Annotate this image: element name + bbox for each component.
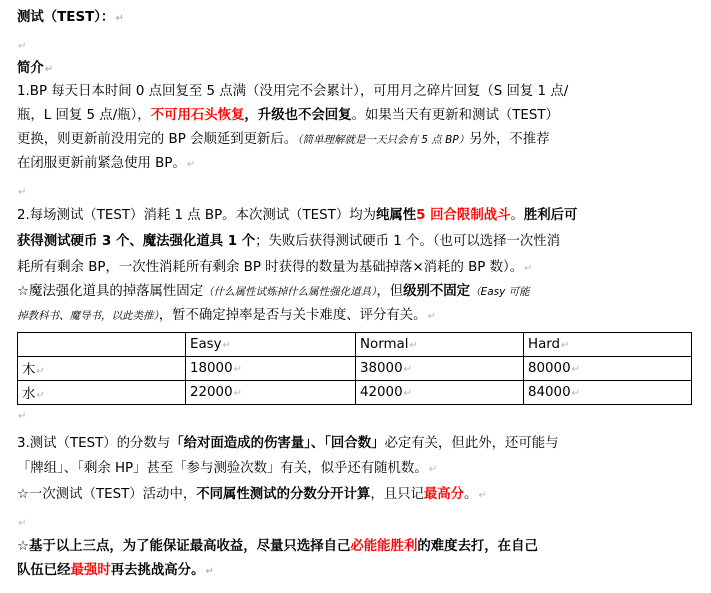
p2-line-5 bbox=[17, 306, 436, 327]
p3-line-2 bbox=[17, 459, 437, 480]
table-cell bbox=[18, 357, 186, 381]
p2-text: ，暂不确定掉率是否与关卡难度、评分有关。 bbox=[158, 308, 427, 323]
intro-heading-text: 简介 bbox=[17, 61, 44, 76]
paragraph-mark-icon: ↵ bbox=[115, 13, 124, 24]
p3-text: ☆一次测试（TEST）活动中， bbox=[17, 487, 197, 502]
p1-line-4 bbox=[17, 154, 195, 175]
p2-line-2 bbox=[17, 232, 560, 252]
p4-text: 队伍已经 bbox=[17, 563, 71, 578]
p2-highlight-bold: 纯属性 bbox=[376, 208, 417, 223]
cell-mark-icon: ↵ bbox=[409, 340, 418, 351]
p4-text: 的难度去打，在自己 bbox=[417, 539, 538, 554]
p1-line-2 bbox=[17, 106, 559, 126]
table-cell bbox=[356, 357, 524, 381]
table-row bbox=[18, 381, 692, 405]
p3-text: ，且只记 bbox=[370, 487, 424, 502]
p2-highlight-red: 5 回合限制战斗 bbox=[416, 208, 511, 223]
cell-text: 22000 bbox=[190, 385, 233, 400]
paragraph-mark-icon: ↵ bbox=[478, 490, 487, 501]
cell-mark-icon: ↵ bbox=[561, 340, 570, 351]
paragraph-mark-icon: ↵ bbox=[427, 311, 436, 322]
p1-text: 另外，不推荐 bbox=[469, 132, 550, 147]
cell-text: 80000 bbox=[528, 361, 571, 376]
p2-line-3 bbox=[17, 258, 532, 279]
p2-text: ，但 bbox=[376, 284, 404, 299]
p3-text: 「牌组」、「剩余 HP」甚至「参与测验次数」有关，似乎还有随机数。 bbox=[17, 461, 428, 476]
table-header-row bbox=[18, 333, 692, 357]
cell-mark-icon: ↵ bbox=[233, 364, 242, 375]
p1-note-italic: （简单理解就是一天只会有 5 点 BP） bbox=[297, 134, 470, 146]
empty-line bbox=[17, 406, 26, 427]
doc-title bbox=[17, 8, 124, 29]
paragraph-mark-icon: ↵ bbox=[186, 159, 196, 170]
cell-text: 木 bbox=[22, 363, 36, 378]
paragraph-mark-icon: ↵ bbox=[18, 41, 27, 52]
cell-text: 18000 bbox=[190, 361, 233, 376]
p4-highlight-red: 必能能胜利 bbox=[350, 539, 418, 554]
cell-mark-icon: ↵ bbox=[222, 340, 231, 351]
p2-note-italic: 掉教科书、魔导书，以此类推） bbox=[17, 310, 159, 322]
paragraph-mark-icon: ↵ bbox=[18, 411, 27, 422]
table-cell bbox=[18, 381, 186, 405]
p1-text: 更换，则更新前没用完的 BP 会顺延到更新后。 bbox=[17, 132, 298, 147]
doc-title-text: 测试（TEST）： bbox=[17, 10, 115, 25]
p2-highlight-bold: 胜利后可 bbox=[523, 208, 578, 223]
cell-mark-icon: ↵ bbox=[571, 388, 580, 399]
cell-text: 42000 bbox=[360, 385, 403, 400]
table-cell bbox=[356, 381, 524, 405]
empty-line bbox=[17, 513, 26, 534]
cell-text: 水 bbox=[22, 387, 36, 402]
p2-note-italic: （Easy 可能 bbox=[470, 286, 530, 298]
p3-highlight-red: 最高分 bbox=[423, 487, 465, 502]
table-header-cell bbox=[356, 333, 524, 357]
paragraph-mark-icon: ↵ bbox=[18, 187, 27, 198]
p4-line-1 bbox=[17, 537, 538, 557]
table-row bbox=[18, 357, 692, 381]
p4-text: 再去挑战高分。 bbox=[110, 563, 205, 578]
p3-text: 。 bbox=[464, 487, 478, 502]
p4-text: ☆基于以上三点，为了能保证最高收益，尽量只选择自己 bbox=[17, 539, 351, 554]
p4-line-2 bbox=[17, 561, 214, 582]
p2-text: 2.每场测试（TEST）消耗 1 点 BP。本次测试（TEST）均为 bbox=[17, 208, 376, 223]
p1-text: 瓶，L 回复 5 点/瓶）， bbox=[17, 108, 151, 123]
p3-line-1 bbox=[17, 434, 559, 454]
p1-line-1 bbox=[17, 82, 568, 102]
table-header-cell bbox=[18, 333, 186, 357]
p3-text: 3.测试（TEST）的分数与 bbox=[17, 436, 171, 451]
p2-highlight-bold: 获得测试硬币 3 个、魔法强化道具 1 个 bbox=[17, 234, 256, 249]
cell-mark-icon: ↵ bbox=[403, 364, 412, 375]
cell-text: 38000 bbox=[360, 361, 403, 376]
cell-text: Normal bbox=[360, 337, 409, 352]
cell-mark-icon: ↵ bbox=[571, 364, 580, 375]
table-cell bbox=[186, 381, 356, 405]
paragraph-mark-icon: ↵ bbox=[524, 263, 533, 274]
paragraph-mark-icon: ↵ bbox=[205, 566, 214, 577]
cell-mark-icon: ↵ bbox=[36, 366, 45, 377]
p1-line-3 bbox=[17, 130, 550, 150]
cell-text: Easy bbox=[190, 337, 222, 352]
empty-line bbox=[17, 36, 26, 57]
table-cell bbox=[524, 381, 692, 405]
p1-text: 1.BP 每天日本时间 0 点回复至 5 点满（没用完不会累计），可用月之碎片回复（S 回复 1 点/ bbox=[17, 84, 569, 99]
p2-line-4 bbox=[17, 282, 530, 302]
cell-mark-icon: ↵ bbox=[403, 388, 412, 399]
p3-line-3 bbox=[17, 485, 487, 506]
p2-highlight-bold: 级别不固定 bbox=[403, 284, 471, 299]
intro-heading bbox=[17, 59, 53, 80]
p1-text: 在闭服更新前紧急使用 BP。 bbox=[17, 156, 186, 171]
p2-text: 。 bbox=[510, 208, 524, 223]
cell-mark-icon: ↵ bbox=[36, 390, 45, 401]
cell-text: Hard bbox=[528, 337, 561, 352]
empty-line bbox=[17, 182, 26, 203]
p2-text: ☆魔法强化道具的掉落属性固定 bbox=[17, 284, 204, 299]
p2-note-italic: （什么属性试炼掉什么属性强化道具） bbox=[203, 286, 377, 298]
table-header-cell bbox=[186, 333, 356, 357]
p2-text: 耗所有剩余 BP，一次性消耗所有剩余 BP 时获得的数量为基础掉落×消耗的 BP 数）。 bbox=[17, 260, 524, 275]
table-cell bbox=[186, 357, 356, 381]
table-header-cell bbox=[524, 333, 692, 357]
paragraph-mark-icon: ↵ bbox=[44, 64, 54, 75]
p3-text: 必定有关，但此外，还可能与 bbox=[384, 436, 559, 451]
score-table bbox=[17, 332, 692, 405]
p3-highlight-bold: 不同属性测试的分数分开计算 bbox=[196, 487, 371, 502]
cell-mark-icon: ↵ bbox=[233, 388, 242, 399]
paragraph-mark-icon: ↵ bbox=[18, 518, 27, 529]
table-cell bbox=[524, 357, 692, 381]
cell-text: 84000 bbox=[528, 385, 571, 400]
p1-highlight-bold: ，升级也不会回复 bbox=[244, 108, 352, 123]
p3-highlight-bold: 「给对面造成的伤害量」、「回合数」 bbox=[170, 436, 385, 451]
p2-text: ；失败后获得测试硬币 1 个。（也可以选择一次性消 bbox=[255, 234, 561, 249]
p2-line-1 bbox=[17, 206, 577, 226]
p4-highlight-red: 最强时 bbox=[70, 563, 111, 578]
p1-text: 。如果当天有更新和测试（TEST） bbox=[351, 108, 559, 123]
p1-highlight-red: 不可用石头恢复 bbox=[150, 108, 245, 123]
paragraph-mark-icon: ↵ bbox=[428, 464, 438, 475]
